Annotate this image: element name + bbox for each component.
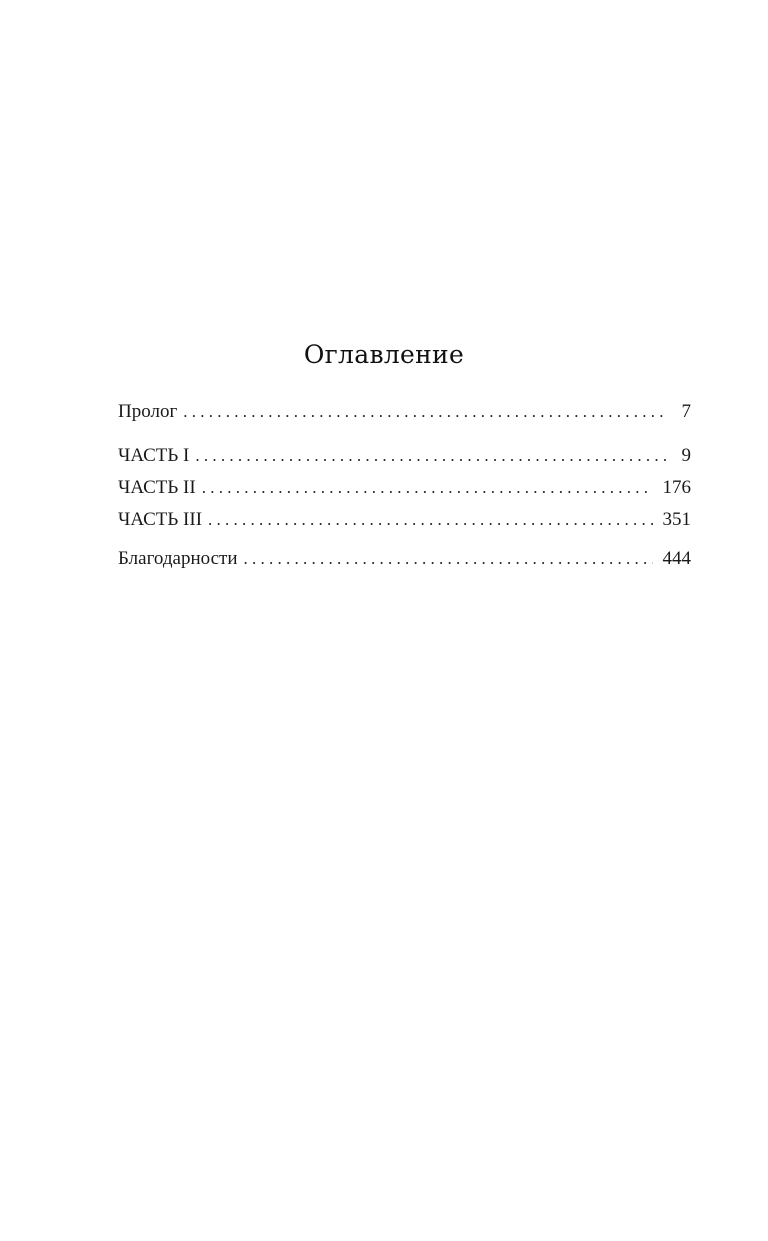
toc-entry-label: ЧАСТЬ I [118,445,190,466]
toc-entry-prologue [118,396,691,428]
toc-entry-part-3 [118,504,691,536]
toc-entry-label: ЧАСТЬ III [118,509,203,530]
toc-entry-page-number: 176 [662,477,691,498]
toc-entry-page-number: 7 [681,401,691,422]
toc-entry-page-number: 444 [662,548,691,569]
page-title: Оглавление [303,340,465,369]
toc-entry-part-1 [118,440,691,472]
dot-leader [183,396,669,428]
toc-entry-part-2 [118,472,691,504]
toc-entry-page-number: 9 [681,445,691,466]
dot-leader [244,543,653,575]
toc-entry-label: ЧАСТЬ II [118,477,196,498]
toc-entry-label: Пролог [118,401,178,422]
dot-leader [202,472,653,504]
dot-leader [195,440,669,472]
toc-entry-acknowledgements [118,543,691,575]
table-of-contents [118,396,691,575]
toc-entry-page-number: 351 [662,509,691,530]
toc-entry-label: Благодарности [118,548,238,569]
dot-leader [208,504,652,536]
